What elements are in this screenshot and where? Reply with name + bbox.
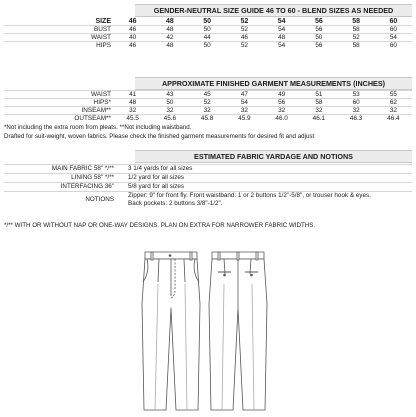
row-label: OUTSEAM**	[4, 115, 114, 123]
yardage-row	[4, 183, 412, 192]
measurement-cell: 52	[226, 42, 263, 50]
fabric-drafting-note: Drafted for suit-weight, woven fabrics. Please check the finished garment measurements for desired fit and adjust	[4, 133, 315, 140]
measurement-cell: 46.0	[263, 115, 300, 123]
measurement-cell: 62	[375, 99, 412, 107]
yardage-row	[4, 174, 412, 183]
measurement-cell: 48	[114, 99, 151, 107]
measurement-cell: 52	[226, 26, 263, 34]
measurement-cell: 56	[263, 99, 300, 107]
measurement-cell: 32	[300, 107, 337, 115]
measurement-cell: 50	[151, 99, 188, 107]
size-col: 54	[277, 18, 286, 25]
measurement-cell: 50	[189, 26, 226, 34]
measurement-cell: 50	[189, 42, 226, 50]
size-col: 60	[389, 18, 398, 25]
size-guide-row	[4, 42, 412, 50]
measurement-cell: 55	[375, 91, 412, 99]
measurement-cell: 58	[338, 42, 375, 50]
measurement-cell: 54	[263, 26, 300, 34]
yardage-label: INTERFACING 36"	[4, 183, 120, 192]
measurement-cell: 45.9	[226, 115, 263, 123]
measurement-cell: 32	[263, 107, 300, 115]
belt-loop	[190, 252, 192, 260]
measurement-cell: 54	[226, 99, 263, 107]
size-col: 56	[314, 18, 323, 25]
size-guide-table	[4, 18, 412, 49]
size-guide-row	[4, 26, 412, 34]
measurement-cell: 48	[151, 42, 188, 50]
measurement-cell: 45.8	[189, 115, 226, 123]
measurement-cell: 42	[151, 34, 188, 42]
measurement-cell: 54	[263, 42, 300, 50]
measurement-cell: 52	[189, 99, 226, 107]
measurement-cell: 46.3	[338, 115, 375, 123]
measurement-cell: 32	[114, 107, 151, 115]
row-label: HIPS*	[4, 99, 114, 107]
yardage-label: LINING 58" */**	[4, 174, 120, 183]
notions-row	[4, 192, 412, 209]
measurement-cell: 54	[375, 34, 412, 42]
measurement-cell: 50	[300, 34, 337, 42]
finished-measurement-row	[4, 91, 412, 99]
size-col: 50	[203, 18, 212, 25]
measurement-cell: 56	[300, 42, 337, 50]
measurement-cell: 52	[338, 34, 375, 42]
yardage-value: 3 1/4 yards for all sizes	[120, 165, 412, 174]
yardage-footnote: */** WITH OR WITHOUT NAP OR ONE-WAY DESIGNS. PLAN ON EXTRA FOR NARROWER FABRIC WIDTHS.	[4, 222, 316, 229]
measurement-cell: 48	[263, 34, 300, 42]
belt-loop	[237, 252, 239, 260]
measurement-cell: 60	[375, 26, 412, 34]
measurement-cell: 32	[375, 107, 412, 115]
measurement-cell: 45.5	[114, 115, 151, 123]
measurement-cell: 46	[114, 26, 151, 34]
yardage-value: 1/2 yard for all sizes	[120, 174, 412, 183]
measurement-cell: 45.6	[151, 115, 188, 123]
measurement-cell: 43	[151, 91, 188, 99]
measurement-cell: 46.4	[375, 115, 412, 123]
pleat-footnote: *Not including the extra room from pleats. **Not including waistband.	[4, 124, 192, 131]
measurement-cell: 46	[114, 42, 151, 50]
measurement-cell: 49	[263, 91, 300, 99]
measurement-cell: 53	[338, 91, 375, 99]
row-label: HIPS	[4, 42, 114, 50]
finished-measurement-row	[4, 107, 412, 115]
measurement-cell: 44	[189, 34, 226, 42]
measurement-cell: 45	[189, 91, 226, 99]
belt-loop	[256, 252, 258, 260]
measurement-cell: 51	[300, 91, 337, 99]
size-header-row	[4, 18, 412, 26]
measurement-cell: 56	[300, 26, 337, 34]
row-label: BUST	[4, 26, 114, 34]
measurement-cell: 32	[338, 107, 375, 115]
measurement-cell: 32	[151, 107, 188, 115]
measurement-cell: 58	[300, 99, 337, 107]
measurement-cell: 58	[338, 26, 375, 34]
row-label: WAIST	[4, 34, 114, 42]
measurement-cell: 48	[151, 26, 188, 34]
belt-loop	[218, 252, 220, 260]
size-col: 52	[240, 18, 249, 25]
row-label: WAIST	[4, 91, 114, 99]
measurement-cell: 40	[114, 34, 151, 42]
row-label: INSEAM**	[4, 107, 114, 115]
measurement-cell: 60	[338, 99, 375, 107]
size-guide-row	[4, 34, 412, 42]
size-header-label: SIZE	[95, 18, 111, 25]
size-guide-title: GENDER-NEUTRAL SIZE GUIDE 46 TO 60 - BLEND SIZES AS NEEDED	[135, 4, 412, 17]
size-col: 48	[165, 18, 174, 25]
measurement-cell: 41	[114, 91, 151, 99]
notions-values	[120, 192, 412, 209]
trousers-illustration	[130, 244, 280, 414]
notions-label: NOTIONS	[4, 192, 120, 209]
measurement-cell: 32	[226, 107, 263, 115]
waistband-button	[169, 255, 171, 257]
yardage-label: MAIN FABRIC 58" */**	[4, 165, 120, 174]
finished-measurement-row	[4, 115, 412, 123]
size-col: 46	[128, 18, 137, 25]
finished-measurement-row	[4, 99, 412, 107]
measurement-cell: 32	[189, 107, 226, 115]
yardage-table	[4, 164, 412, 208]
notions-line-back-pockets: Back pockets: 2 buttons 3/8"-1/2".	[128, 200, 223, 207]
yardage-title: ESTIMATED FABRIC YARDAGE AND NOTIONS	[135, 150, 412, 163]
trousers-back-view	[209, 252, 267, 410]
size-col: 58	[352, 18, 361, 25]
measurement-cell: 46	[226, 34, 263, 42]
belt-loop	[151, 252, 153, 260]
finished-measurements-table	[4, 90, 412, 122]
notions-line-zipper: Zipper: 9" for front fly. Front waistband: 1 or 2 buttons 1/2"-5/8", or trouser hook & eyes.	[128, 192, 371, 199]
finished-measurements-title: APPROXIMATE FINISHED GARMENT MEASUREMENTS (INCHES)	[135, 77, 412, 90]
yardage-value: 5/8 yard for all sizes	[120, 183, 412, 192]
back-pocket-button	[251, 274, 253, 276]
back-pocket-button	[224, 274, 226, 276]
measurement-cell: 60	[375, 42, 412, 50]
measurement-cell: 47	[226, 91, 263, 99]
trousers-front-view	[142, 252, 200, 410]
measurement-cell: 46.1	[300, 115, 337, 123]
yardage-row	[4, 165, 412, 174]
